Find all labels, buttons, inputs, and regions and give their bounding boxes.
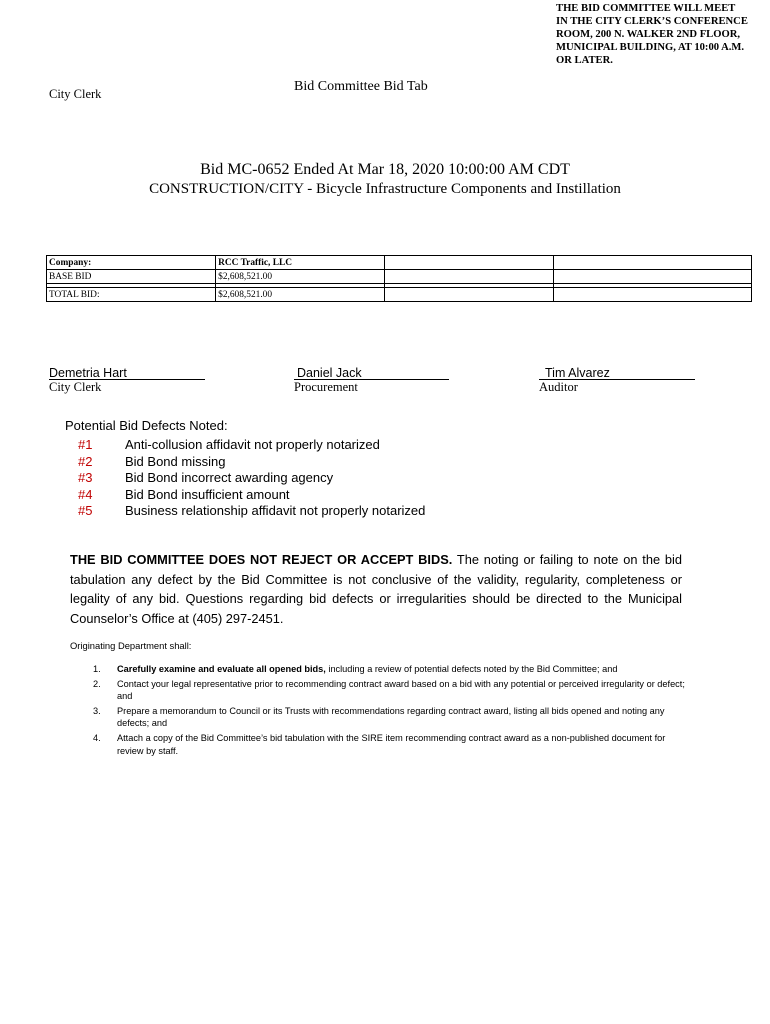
defect-number: #5	[78, 503, 93, 518]
defect-number: #2	[78, 454, 93, 469]
list-item	[90, 663, 690, 676]
step-bold-text: Carefully examine and evaluate all opened bids,	[117, 664, 326, 674]
company-name: RCC Traffic, LLC	[216, 256, 385, 270]
originating-steps	[90, 663, 690, 759]
empty-cell	[553, 288, 751, 302]
step-number: 2.	[93, 678, 101, 689]
total-bid-value: $2,608,521.00	[216, 288, 385, 302]
defect-text: Business relationship affidavit not properly notarized	[125, 503, 426, 518]
empty-cell	[553, 270, 751, 284]
list-item	[90, 678, 690, 703]
table-row	[47, 270, 752, 284]
signer-role: Auditor	[539, 380, 578, 394]
step-text: Contact your legal representative prior to recommending contract award based on a bid with any potential or perceived irregularity or defect; and	[117, 678, 685, 702]
defect-item	[78, 487, 290, 502]
table-row	[47, 288, 752, 302]
notice-line: MUNICIPAL BUILDING, AT 10:00 A.M.	[556, 42, 745, 53]
step-number: 4.	[93, 732, 101, 743]
disclaimer-paragraph	[70, 550, 682, 628]
company-label: Company:	[47, 256, 216, 270]
originating-title: Originating Department shall:	[70, 640, 192, 651]
notice-line: ROOM, 200 N. WALKER 2ND FLOOR,	[556, 29, 741, 40]
bid-heading: Bid MC-0652 Ended At Mar 18, 2020 10:00:00 AM CDT	[200, 161, 570, 178]
total-bid-label: TOTAL BID:	[47, 288, 216, 302]
empty-cell	[385, 288, 554, 302]
list-item	[90, 732, 690, 757]
step-number: 3.	[93, 705, 101, 716]
defect-text: Bid Bond incorrect awarding agency	[125, 470, 334, 485]
city-clerk-label: City Clerk	[49, 87, 102, 101]
signer-name: Tim Alvarez	[545, 366, 610, 380]
step-text: including a review of potential defects noted by the Bid Committee; and	[325, 664, 618, 674]
empty-cell	[553, 256, 751, 270]
disclaimer-text: The noting or failing to note on the bid tabulation any defect by the Bid Committee is not conclusive of the validity, regularity, completeness or legality of any bid. Questions regarding bid defects or irregularities should be directed to the Municipal Counselor’s Office at (405) 297-2451.	[70, 552, 682, 626]
list-item	[90, 705, 690, 730]
notice-line: IN THE CITY CLERK’S CONFERENCE	[556, 16, 748, 27]
signer-role: City Clerk	[49, 380, 102, 394]
defect-item	[78, 437, 380, 452]
signature-block	[49, 366, 205, 395]
defect-number: #4	[78, 487, 93, 502]
step-text: Attach a copy of the Bid Committee’s bid tabulation with the SIRE item recommending contract award as a non-published document for review by staff.	[117, 732, 666, 756]
notice-line: OR LATER.	[556, 55, 613, 66]
defect-item	[78, 470, 333, 485]
signature-block	[539, 366, 695, 395]
defect-item	[78, 454, 225, 469]
page-title: Bid Committee Bid Tab	[294, 79, 428, 94]
defect-number: #3	[78, 470, 93, 485]
step-number: 1.	[93, 664, 101, 674]
step-text: Prepare a memorandum to Council or its Trusts with recommendations regarding contract award, listing all bids opened and noting any defects; and	[117, 705, 665, 729]
defect-text: Bid Bond insufficient amount	[125, 487, 290, 502]
notice-line: THE BID COMMITTEE WILL MEET	[556, 3, 736, 14]
defect-text: Anti-collusion affidavit not properly notarized	[125, 437, 380, 452]
defect-number: #1	[78, 437, 93, 452]
signer-role: Procurement	[294, 380, 358, 394]
defect-text: Bid Bond missing	[125, 454, 226, 469]
empty-cell	[385, 256, 554, 270]
meeting-notice	[556, 2, 770, 67]
table-row	[47, 256, 752, 270]
empty-cell	[385, 270, 554, 284]
defect-item	[78, 503, 425, 518]
disclaimer-bold: THE BID COMMITTEE DOES NOT REJECT OR ACCEPT BIDS.	[70, 552, 453, 567]
bid-table	[46, 255, 752, 302]
base-bid-label: BASE BID	[47, 270, 216, 284]
signature-block	[294, 366, 449, 395]
signer-name: Daniel Jack	[297, 366, 362, 380]
bid-subheading: CONSTRUCTION/CITY - Bicycle Infrastructure Components and Instillation	[149, 181, 621, 197]
signer-name: Demetria Hart	[49, 366, 127, 380]
defects-title: Potential Bid Defects Noted:	[65, 418, 228, 433]
base-bid-value: $2,608,521.00	[216, 270, 385, 284]
